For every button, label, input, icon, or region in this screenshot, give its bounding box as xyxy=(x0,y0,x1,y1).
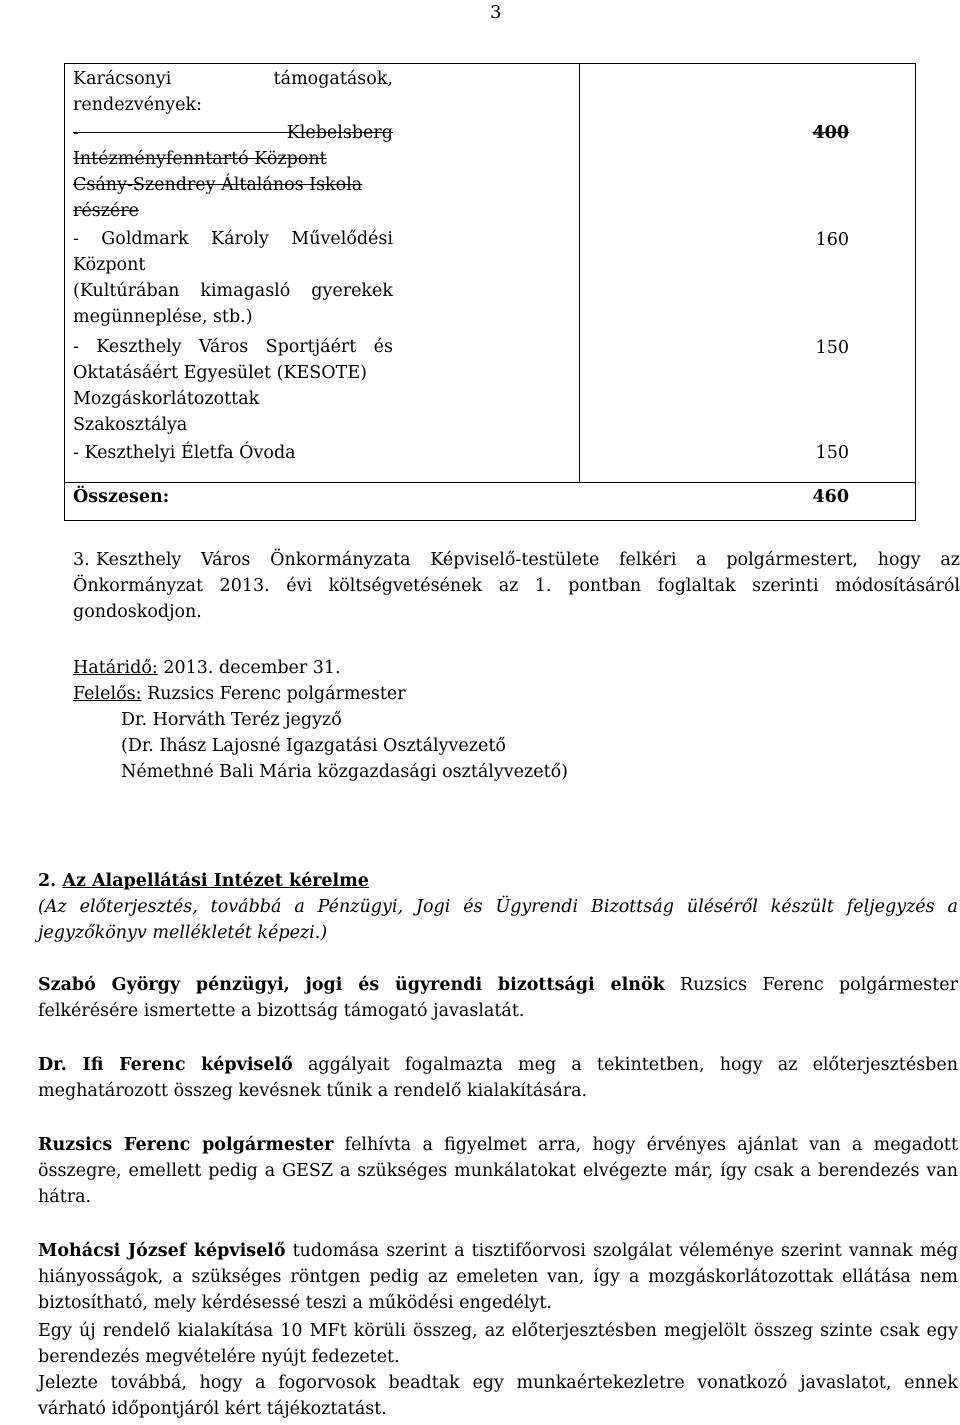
speaker: Ruzsics Ferenc polgármester xyxy=(38,1135,334,1155)
item-title: Az Alapellátási Intézet kérelme xyxy=(62,871,369,891)
table-total-value: 460 xyxy=(812,487,849,507)
speaker: Szabó György pénzügyi, jogi és ügyrendi bizottsági elnök xyxy=(38,975,665,995)
deadline xyxy=(73,655,341,681)
responsible xyxy=(73,681,406,707)
responsible-list: Dr. Horváth Teréz jegyző (Dr. Ihász Lajosné Igazgatási Osztályvezető Némethné Bali Mária közgazdasági osztályvezető) xyxy=(121,710,569,782)
resolution-number: 3. xyxy=(73,550,90,570)
responsible-label: Felelős: xyxy=(73,684,142,704)
table-row-value: 150 xyxy=(815,338,849,358)
budget-table xyxy=(64,63,916,521)
table-row-label: - Keszthelyi Életfa Óvoda xyxy=(73,443,296,463)
deadline-label: Határidő: xyxy=(73,658,158,678)
table-row-value: 150 xyxy=(815,443,849,463)
resolution-text-cont: Önkormányzat 2013. évi költségvetésének az 1. pontban foglaltak szerinti módosításáról gondoskodjon. xyxy=(73,576,960,622)
item-note: (Az előterjesztés, továbbá a Pénzügyi, Jogi és Ügyrendi Bizottság üléséről készült feljegyzés a jegyzőkönyv mellékletét képezi.) xyxy=(38,897,958,943)
speaker: Dr. Ifi Ferenc képviselő xyxy=(38,1055,293,1075)
row-divider xyxy=(65,482,915,483)
speaker: Mohácsi József képviselő xyxy=(38,1241,286,1261)
table-total-label: Összesen: xyxy=(73,487,170,507)
item-number: 2. Az Alapellátási Intézet kérelme xyxy=(38,871,369,891)
paragraph: Jelezte továbbá, hogy a fogorvosok beadtak egy munkaértekezletre vonatkozó javaslatot, ennek várható időpontjáról kért tájékoztatást. xyxy=(38,1373,958,1419)
table-row-value: 400 xyxy=(812,123,849,143)
paragraph: Egy új rendelő kialakítása 10 MFt körüli összeg, az előterjesztésben megjelölt összeg szinte csak egy berendezés megvételére nyújt fedezetet. xyxy=(38,1321,958,1367)
responsible-person: Ruzsics Ferenc polgármester xyxy=(147,684,406,704)
table-row-label: - Keszthely Város Sportjáért és Oktatásáért Egyesület (KESOTE) Mozgáskorlátozottak Szakosztálya xyxy=(73,337,393,435)
table-row-label: - Klebelsberg Intézményfenntartó Központ Csány-Szendrey Általános Iskola részére xyxy=(73,123,393,221)
table-row-value: 160 xyxy=(815,230,849,250)
paragraph: Szabó György pénzügyi, jogi és ügyrendi bizottsági elnök Ruzsics Ferenc polgármester felkérésére ismertette a bizottság támogató javaslatát. xyxy=(38,975,958,1021)
resolution-text: Keszthely Város Önkormányzata Képviselő-testülete felkéri a polgármestert, hogy az xyxy=(96,550,960,570)
deadline-value: 2013. december 31. xyxy=(163,658,341,678)
table-heading: Karácsonyi támogatások, rendezvények: xyxy=(73,69,393,115)
paragraph: Ruzsics Ferenc polgármester felhívta a figyelmet arra, hogy érvényes ajánlat van a megadott összegre, emellett pedig a GESZ a szükséges munkálatokat elvégezte már, így csak a berendezés van hátra. xyxy=(38,1135,958,1207)
paragraph: Dr. Ifi Ferenc képviselő aggályait fogalmazta meg a tekintetben, hogy az előterjesztésben meghatározott összeg kevésnek tűnik a rendelő kialakítására. xyxy=(38,1055,959,1101)
table-row-label: - Goldmark Károly Művelődési Központ (Kultúrában kimagasló gyerekek megünneplése, stb.) xyxy=(73,229,393,327)
page-number: 3 xyxy=(490,2,502,23)
paragraph: Mohácsi József képviselő tudomása szerint a tisztifőorvosi szolgálat véleménye szerint vannak még hiányosságok, a szükséges röntgen pedig az emeleten van, így a mozgáskorlátozottak ellátása nem biztosítható, mely kérdésessé teszi a működési engedélyt. xyxy=(38,1241,958,1313)
column-divider xyxy=(579,64,580,482)
